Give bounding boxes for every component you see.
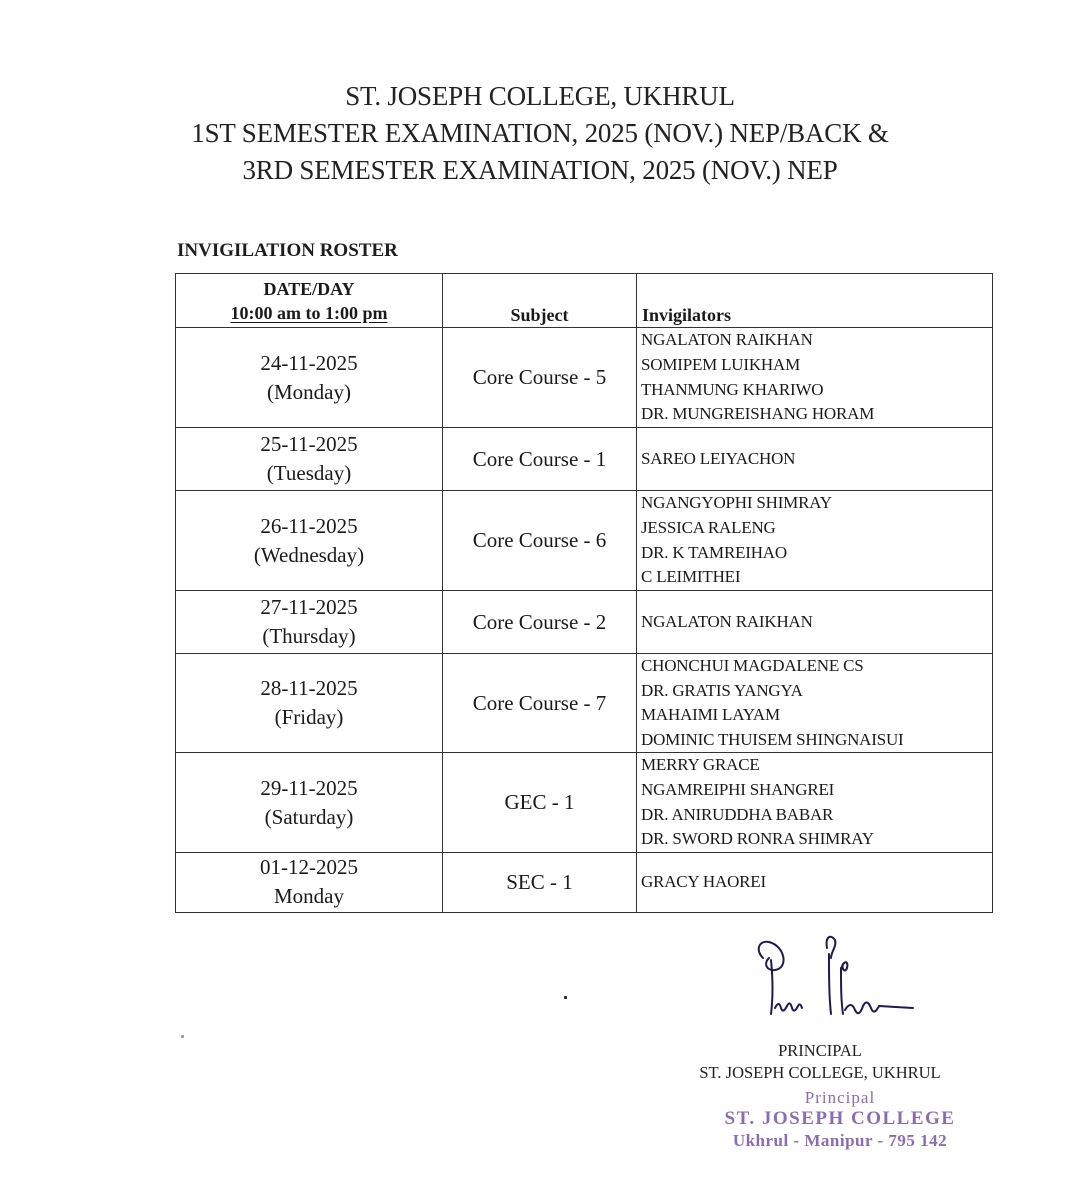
table-row	[176, 753, 993, 852]
column-header-date	[176, 274, 443, 328]
subject-cell: Core Course - 1	[443, 428, 637, 491]
signatory-title: PRINCIPAL	[778, 1041, 862, 1060]
invigilator-name: DR. GRATIS YANGYA	[641, 680, 803, 700]
invigilator-name: DOMINIC THUISEM SHINGNAISUI	[641, 729, 904, 749]
date-cell	[176, 591, 443, 654]
stamp-line-principal: Principal	[804, 1088, 876, 1107]
official-stamp	[700, 1088, 980, 1152]
exam-date: 28-11-2025	[260, 676, 358, 701]
invigilator-name: DR. ANIRUDDHA BABAR	[641, 804, 834, 824]
document-header	[0, 78, 1080, 189]
table-row	[176, 491, 993, 591]
date-cell	[176, 328, 443, 428]
date-cell	[176, 654, 443, 753]
invigilator-name: MERRY GRACE	[641, 755, 760, 775]
subject-cell: SEC - 1	[443, 852, 637, 912]
invigilator-name: NGAMREIPHI SHANGREI	[641, 779, 835, 799]
invigilators-cell	[637, 654, 993, 753]
invigilator-name: NGALATON RAIKHAN	[641, 611, 813, 631]
table-body	[176, 328, 993, 913]
invigilators-cell	[637, 591, 993, 654]
exam-day: (Thursday)	[262, 624, 356, 648]
table-row	[176, 428, 993, 491]
scan-speck	[564, 996, 567, 999]
invigilator-name: NGALATON RAIKHAN	[641, 330, 813, 350]
exam-day: (Wednesday)	[253, 542, 365, 567]
table-row	[176, 654, 993, 753]
exam-date: 27-11-2025	[260, 595, 358, 619]
date-cell	[176, 428, 443, 491]
principal-signature	[745, 928, 925, 1028]
invigilators-cell	[637, 491, 993, 591]
invigilator-name: THANMUNG KHARIWO	[641, 379, 824, 399]
exam-day: (Monday)	[267, 379, 351, 404]
column-header-invigilators: Invigilators	[637, 274, 993, 328]
invigilator-name: DR. K TAMREIHAO	[641, 542, 787, 562]
date-cell	[176, 491, 443, 591]
signature-block	[640, 1040, 1000, 1084]
invigilator-name: GRACY HAOREI	[641, 871, 766, 891]
table-row	[176, 591, 993, 654]
subject-cell: Core Course - 7	[443, 654, 637, 753]
invigilator-name: C LEIMITHEI	[641, 567, 741, 587]
exam-day: (Saturday)	[264, 804, 354, 829]
roster-heading: INVIGILATION ROSTER	[177, 240, 398, 261]
stamp-line-college: ST. JOSEPH COLLEGE	[724, 1108, 956, 1129]
invigilation-table	[175, 273, 993, 913]
subject-cell: GEC - 1	[443, 753, 637, 852]
exam-date: 01-12-2025	[260, 855, 358, 880]
exam-day: (Friday)	[274, 705, 344, 730]
signatory-institution: ST. JOSEPH COLLEGE, UKHRUL	[699, 1063, 941, 1082]
scan-speck	[181, 1035, 184, 1038]
invigilator-name: SAREO LEIYACHON	[641, 448, 796, 468]
invigilators-cell	[637, 428, 993, 491]
exam-date: 29-11-2025	[260, 775, 358, 800]
exam-time-label: 10:00 am to 1:00 pm	[230, 303, 388, 323]
exam-date: 26-11-2025	[260, 513, 358, 538]
subject-cell: Core Course - 5	[443, 328, 637, 428]
date-day-label: DATE/DAY	[263, 279, 355, 299]
invigilator-name: DR. MUNGREISHANG HORAM	[641, 404, 875, 424]
invigilator-name: CHONCHUI MAGDALENE CS	[641, 656, 864, 675]
invigilator-name: NGANGYOPHI SHIMRAY	[641, 493, 832, 513]
date-cell	[176, 753, 443, 852]
exam-title-3rd-semester: 3RD SEMESTER EXAMINATION, 2025 (NOV.) NEP	[242, 155, 838, 185]
subject-cell: Core Course - 2	[443, 591, 637, 654]
invigilator-name: SOMIPEM LUIKHAM	[641, 354, 800, 374]
date-cell	[176, 852, 443, 912]
subject-cell: Core Course - 6	[443, 491, 637, 591]
invigilator-name: MAHAIMI LAYAM	[641, 705, 780, 725]
invigilators-cell	[637, 852, 993, 912]
exam-date: 25-11-2025	[260, 432, 358, 456]
exam-day: (Tuesday)	[266, 461, 352, 485]
stamp-line-address: Ukhrul - Manipur - 795 142	[732, 1131, 948, 1150]
invigilators-cell	[637, 328, 993, 428]
exam-date: 24-11-2025	[260, 350, 358, 375]
exam-day: Monday	[274, 884, 344, 909]
invigilator-name: DR. SWORD RONRA SHIMRAY	[641, 829, 874, 849]
column-header-subject: Subject	[443, 274, 637, 328]
table-header-row	[176, 274, 993, 328]
table-row	[176, 852, 993, 912]
table-row	[176, 328, 993, 428]
invigilator-name: JESSICA RALENG	[641, 517, 776, 537]
invigilators-cell	[637, 753, 993, 852]
exam-title-1st-semester: 1ST SEMESTER EXAMINATION, 2025 (NOV.) NEP/BACK &	[191, 118, 889, 148]
college-name: ST. JOSEPH COLLEGE, UKHRUL	[345, 81, 735, 111]
